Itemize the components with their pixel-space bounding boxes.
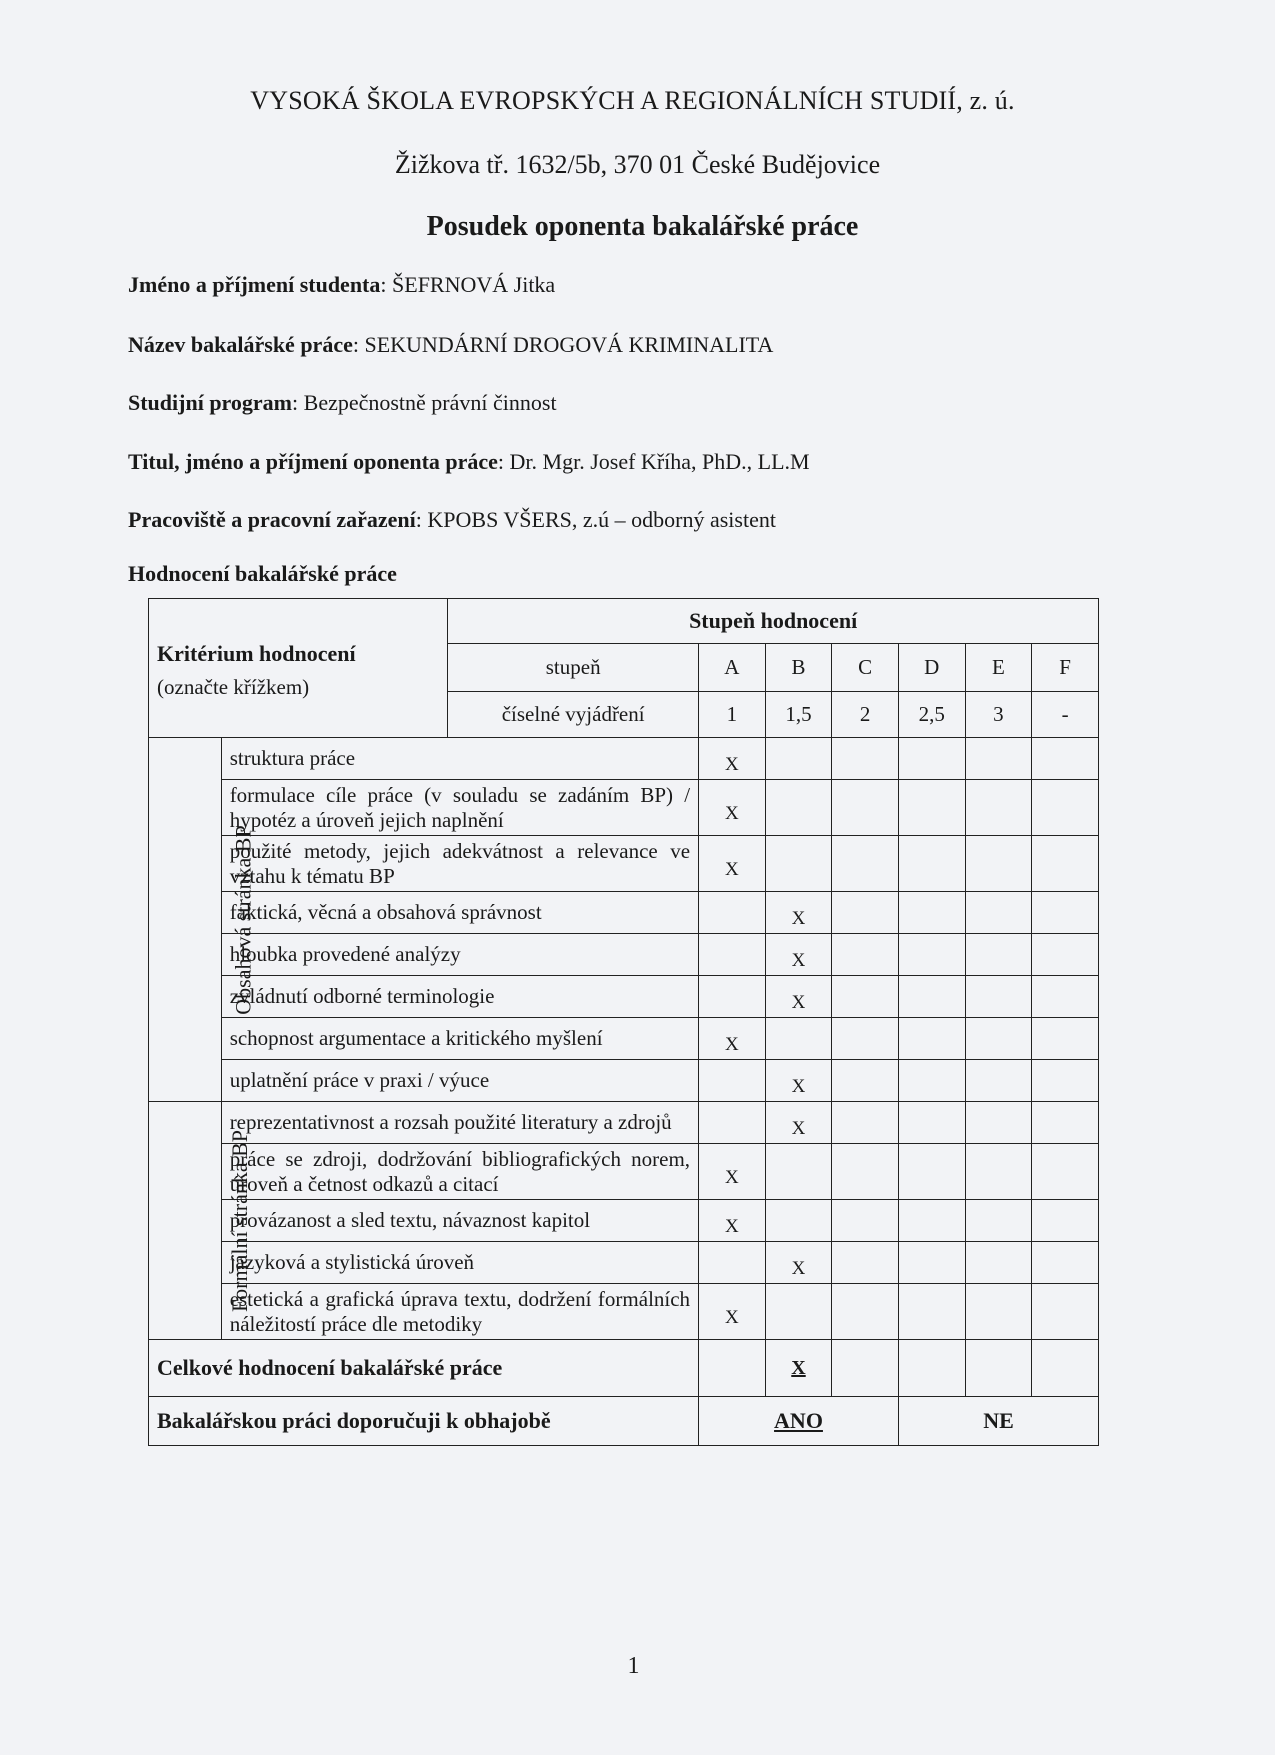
grade-d-header: D [898,644,965,692]
recommend-label: Bakalářskou práci doporučuji k obhajobě [149,1397,699,1446]
grade-e-header: E [965,644,1032,692]
grade-cell-c[interactable] [832,1018,899,1060]
criterion-label: formulace cíle práce (v souladu se zadáním BP) / hypotéz a úroveň jejich naplnění [221,780,698,836]
grade-cell-c[interactable] [832,1284,899,1340]
grade-cell-b[interactable]: X [765,1102,832,1144]
grade-cell-f[interactable] [1032,892,1099,934]
grade-cell-f[interactable] [1032,836,1099,892]
grade-cell-d[interactable] [898,1200,965,1242]
grade-cell-a[interactable]: X [699,1200,766,1242]
grade-cell-a[interactable] [699,1060,766,1102]
grade-cell-c[interactable] [832,1060,899,1102]
grade-cell-f[interactable] [1032,1102,1099,1144]
numeric-value-2: 1,5 [765,692,832,738]
grade-cell-a[interactable] [699,976,766,1018]
section-title: Hodnocení bakalářské práce [128,561,397,586]
grade-cell-c[interactable] [832,1200,899,1242]
grade-cell-e[interactable] [965,738,1032,780]
grade-cell-e[interactable] [965,1200,1032,1242]
grade-cell-e[interactable] [965,1018,1032,1060]
criterion-label: použité metody, jejich adekvátnost a relevance ve vztahu k tématu BP [221,836,698,892]
criterion-label: zvládnutí odborné terminologie [221,976,698,1018]
grade-cell-e[interactable] [965,1144,1032,1200]
grade-cell-d[interactable] [898,892,965,934]
grade-cell-b[interactable]: X [765,934,832,976]
grade-cell-e[interactable] [965,1284,1032,1340]
criterion-label: uplatnění práce v praxi / výuce [221,1060,698,1102]
group-label-text: Obsahová stránka BP [230,824,256,1015]
grade-cell-c[interactable] [832,892,899,934]
total-cell-a[interactable] [699,1340,766,1397]
grade-cell-d[interactable] [898,1060,965,1102]
grade-cell-a[interactable] [699,1102,766,1144]
grade-cell-e[interactable] [965,976,1032,1018]
group-label-text: Formální stránka BP [227,1129,253,1312]
grade-cell-b[interactable] [765,1144,832,1200]
grade-row-label: stupeň [448,644,699,692]
grade-cell-a[interactable]: X [699,1284,766,1340]
grade-b-header: B [765,644,832,692]
grade-cell-e[interactable] [965,892,1032,934]
grade-cell-b[interactable]: X [765,976,832,1018]
grade-cell-c[interactable] [832,1144,899,1200]
grade-f-header: F [1032,644,1099,692]
criterion-header [149,599,448,738]
grade-cell-b[interactable]: X [765,892,832,934]
total-cell-d[interactable] [898,1340,965,1397]
grade-cell-f[interactable] [1032,934,1099,976]
criterion-label: jazyková a stylistická úroveň [221,1242,698,1284]
grade-cell-e[interactable] [965,1102,1032,1144]
criterion-label: provázanost a sled textu, návaznost kapitol [221,1200,698,1242]
criterion-row [149,738,1099,780]
criterion-row [149,1144,1099,1200]
grade-cell-c[interactable] [832,976,899,1018]
grade-cell-d[interactable] [898,1144,965,1200]
grade-cell-e[interactable] [965,780,1032,836]
grade-cell-a[interactable]: X [699,738,766,780]
grade-c-header: C [832,644,899,692]
numeric-row-label: číselné vyjádření [448,692,699,738]
criterion-row [149,836,1099,892]
criterion-label: faktická, věcná a obsahová správnost [221,892,698,934]
school-address: Žižkova tř. 1632/5b, 370 01 České Budějovice [394,150,881,179]
recommend-row [149,1397,1099,1446]
grade-cell-d[interactable] [898,836,965,892]
workplace-value: KPOBS VŠERS, z.ú – odborný asistent [427,507,776,532]
numeric-value-1: 1 [699,692,766,738]
grade-cell-d[interactable] [898,934,965,976]
criterion-label: schopnost argumentace a kritického myšlení [221,1018,698,1060]
group-formal-label [149,1102,253,1340]
grade-cell-b[interactable] [765,780,832,836]
program-value: Bezpečnostně právní činnost [303,390,557,415]
grade-cell-b[interactable] [765,738,832,780]
criterion-label: estetická a grafická úprava textu, dodržení formálních náležitostí práce dle metodiky [221,1284,698,1340]
grade-header: Stupeň hodnocení [448,599,1099,644]
numeric-value-3: 2 [832,692,899,738]
criterion-row [149,1284,1099,1340]
total-cell-e[interactable] [965,1340,1032,1397]
school-name: VYSOKÁ ŠKOLA EVROPSKÝCH A REGIONÁLNÍCH STUDIÍ, z. ú. [250,86,1015,115]
grade-cell-d[interactable] [898,976,965,1018]
student-value: ŠEFRNOVÁ Jitka [392,272,556,297]
grade-cell-f[interactable] [1032,780,1099,836]
grade-cell-e[interactable] [965,1060,1032,1102]
program-field: Studijní program: Bezpečnostně právní činnost [128,390,557,415]
total-label: Celkové hodnocení bakalářské práce [149,1340,699,1397]
grade-cell-d[interactable] [898,1242,965,1284]
grade-cell-b[interactable] [765,1200,832,1242]
total-cell-f[interactable] [1032,1340,1099,1397]
program-label: Studijní program [128,390,293,415]
grade-cell-c[interactable] [832,836,899,892]
grade-cell-f[interactable] [1032,1018,1099,1060]
grade-cell-c[interactable] [832,934,899,976]
total-cell-c[interactable] [832,1340,899,1397]
grade-cell-f[interactable] [1032,1144,1099,1200]
criterion-label: práce se zdroji, dodržování bibliografických norem, úroveň a četnost odkazů a citací [221,1144,698,1200]
grade-cell-e[interactable] [965,836,1032,892]
grade-cell-a[interactable] [699,934,766,976]
numeric-value-6: - [1032,692,1099,738]
workplace-label: Pracoviště a pracovní zařazení [128,507,416,532]
page-number: 1 [627,1653,640,1679]
grade-cell-b[interactable]: X [765,1060,832,1102]
grade-cell-f[interactable] [1032,1200,1099,1242]
criterion-label: hloubka provedené analýzy [221,934,698,976]
grade-cell-d[interactable] [898,780,965,836]
grade-cell-d[interactable] [898,738,965,780]
grade-cell-f[interactable] [1032,1060,1099,1102]
total-cell-b[interactable]: X [765,1340,832,1397]
grade-cell-f[interactable] [1032,1284,1099,1340]
criterion-row [149,976,1099,1018]
criterion-label: reprezentativnost a rozsah použité literatury a zdrojů [221,1102,698,1144]
criterion-row [149,780,1099,836]
thesis-field: Název bakalářské práce: SEKUNDÁRNÍ DROGOVÁ KRIMINALITA [128,332,774,357]
grade-cell-b[interactable]: X [765,1242,832,1284]
student-field: Jméno a příjmení studenta: ŠEFRNOVÁ Jitka [128,272,556,297]
grade-cell-f[interactable] [1032,1242,1099,1284]
criterion-row [149,1060,1099,1102]
criterion-label: struktura práce [221,738,698,780]
document-title: Posudek oponenta bakalářské práce [426,211,859,242]
grade-cell-a[interactable]: X [699,836,766,892]
grade-cell-a[interactable] [699,892,766,934]
grade-cell-a[interactable]: X [699,1018,766,1060]
workplace-field: Pracoviště a pracovní zařazení: KPOBS VŠERS, z.ú – odborný asistent [128,507,776,532]
grade-cell-c[interactable] [832,780,899,836]
numeric-value-4: 2,5 [898,692,965,738]
criterion-row [149,1018,1099,1060]
grade-cell-a[interactable] [699,1242,766,1284]
grade-cell-e[interactable] [965,1242,1032,1284]
grade-cell-b[interactable] [765,1018,832,1060]
grade-cell-a[interactable]: X [699,780,766,836]
criterion-row [149,892,1099,934]
recommend-yes-option[interactable]: ANO [699,1397,899,1446]
grade-cell-c[interactable] [832,738,899,780]
grade-cell-b[interactable] [765,1284,832,1340]
group-content-label [149,738,256,1102]
grade-cell-c[interactable] [832,1242,899,1284]
grade-cell-b[interactable] [765,836,832,892]
grade-cell-f[interactable] [1032,976,1099,1018]
criterion-row [149,1200,1099,1242]
criterion-sub-label: (označte křížkem) [157,675,310,700]
opponent-value: Dr. Mgr. Josef Kříha, PhD., LL.M [509,449,810,474]
grade-cell-e[interactable] [965,934,1032,976]
grade-cell-d[interactable] [898,1018,965,1060]
opponent-label: Titul, jméno a příjmení oponenta práce [128,449,498,474]
evaluation-table [148,598,1099,1446]
student-label: Jméno a příjmení studenta [128,272,381,297]
grade-a-header: A [699,644,766,692]
grade-cell-a[interactable]: X [699,1144,766,1200]
total-row [149,1340,1099,1397]
grade-cell-c[interactable] [832,1102,899,1144]
numeric-value-5: 3 [965,692,1032,738]
criterion-row [149,1102,1099,1144]
opponent-field: Titul, jméno a příjmení oponenta práce: Dr. Mgr. Josef Kříha, PhD., LL.M [128,449,810,474]
grade-cell-f[interactable] [1032,738,1099,780]
recommend-no-option[interactable]: NE [898,1397,1098,1446]
thesis-label: Název bakalářské práce [128,332,353,357]
grade-cell-d[interactable] [898,1284,965,1340]
criterion-row [149,934,1099,976]
grade-cell-d[interactable] [898,1102,965,1144]
criterion-row [149,1242,1099,1284]
thesis-value: SEKUNDÁRNÍ DROGOVÁ KRIMINALITA [364,332,774,357]
criterion-head-label: Kritérium hodnocení [157,641,356,666]
